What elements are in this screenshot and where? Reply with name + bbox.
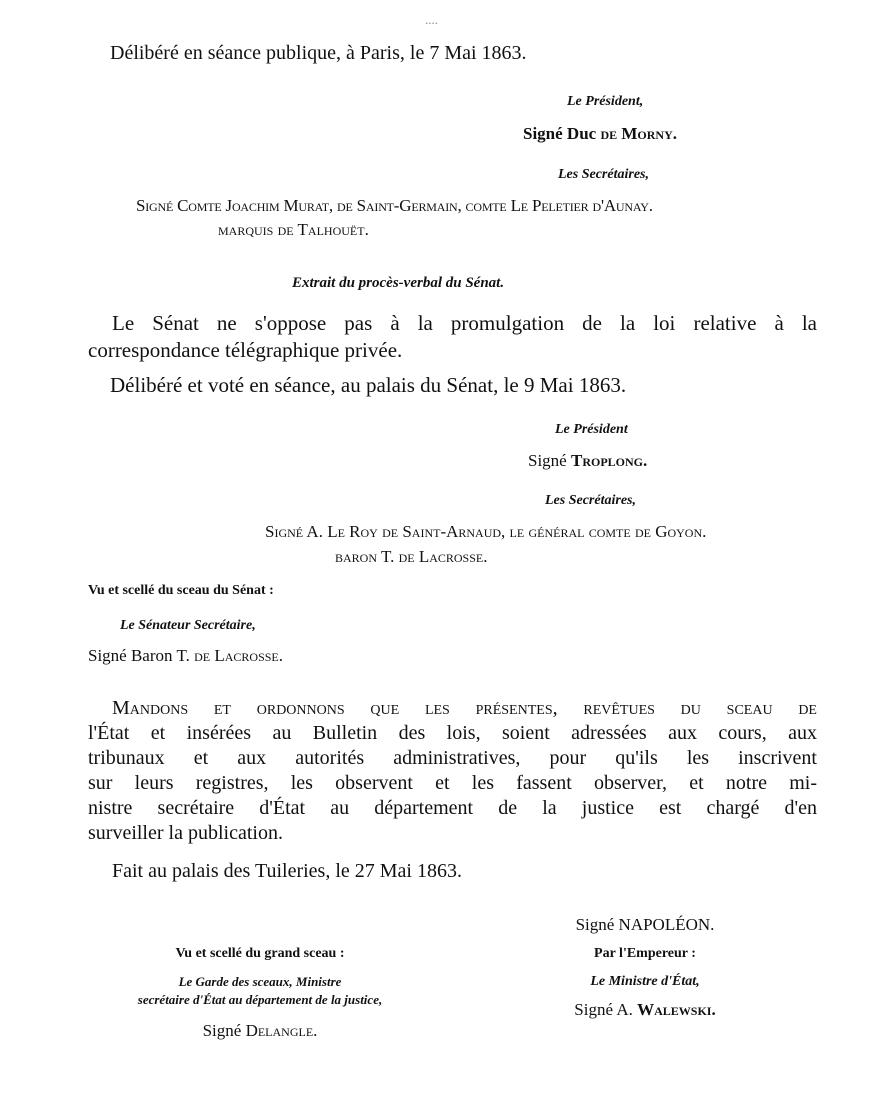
grand-sceau-title: Vu et scellé du grand sceau :	[175, 946, 345, 961]
extract-title: Extrait du procès-verbal du Sénat.	[292, 275, 505, 291]
ministre-d-etat-role: Le Ministre d'État,	[590, 974, 700, 989]
president-signature-2	[528, 451, 647, 471]
seal-senat-sign-name: de Lacrosse.	[194, 646, 283, 665]
president-sign-prefix-2: Signé	[528, 451, 571, 470]
walewski-signature	[545, 1000, 745, 1020]
president-name-2: Troplong.	[570, 451, 648, 470]
garde-des-sceaux-role-line-1: Le Garde des sceaux, Ministre	[178, 974, 342, 989]
fait-au-palais: Fait au palais des Tuileries, le 27 Mai 1863.	[112, 860, 462, 882]
delangle-signature	[90, 1021, 430, 1041]
top-fragment: ....	[425, 12, 438, 27]
secretaries-signature-line-4: baron T. de Lacrosse.	[335, 547, 488, 566]
secretaries-title-1: Les Secrétaires,	[558, 167, 649, 182]
mandons-line-4: sur leurs registres, les observent et les fassent observer, et notre mi-	[88, 772, 817, 794]
mandons-line-2: l'État et insérées au Bulletin des lois, soient adressées aux cours, aux	[88, 722, 817, 744]
secretaries-title-2: Les Secrétaires,	[545, 493, 636, 508]
mandons-line-1	[112, 697, 817, 720]
mandons-line-3: tribunaux et aux autorités administratives, pour qu'ils les inscrivent	[88, 747, 817, 769]
seal-senat-sign-prefix: Signé Baron T.	[88, 646, 195, 665]
mandons-line-5: nistre secrétaire d'État au département de la justice est chargé d'en	[88, 797, 817, 819]
president-name-1: de Morny.	[600, 124, 678, 143]
secretaries-signature-line-1: Signé Comte Joachim Murat, de Saint-Germain, comte Le Peletier d'Aunay.	[136, 196, 653, 215]
secretaries-signature-line-3: Signé A. Le Roy de Saint-Arnaud, le général comte de Goyon.	[265, 522, 707, 541]
secretaries-signature-line-2: marquis de Talhouët.	[218, 220, 369, 239]
president-title-2: Le Président	[555, 422, 628, 437]
par-l-empereur: Par l'Empereur :	[594, 946, 696, 961]
deliberation-senat: Délibéré et voté en séance, au palais du Sénat, le 9 Mai 1863.	[110, 373, 627, 397]
delangle-sign-prefix: Signé	[202, 1021, 246, 1040]
senat-body-line-1: Le Sénat ne s'oppose pas à la promulgation de la loi relative à la	[112, 311, 817, 335]
senat-body-line-2: correspondance télégraphique privée.	[88, 338, 403, 362]
president-sign-prefix-1: Signé Duc	[523, 124, 601, 143]
seal-senat-signature	[88, 646, 283, 666]
garde-des-sceaux-role-line-2: secrétaire d'État au département de la justice,	[137, 992, 383, 1007]
walewski-sign-prefix: Signé A.	[574, 1000, 638, 1019]
seal-senat-title: Vu et scellé du sceau du Sénat :	[88, 583, 274, 598]
walewski-sign-name: Walewski.	[637, 1000, 716, 1019]
president-signature-1	[523, 124, 677, 144]
seal-senat-role: Le Sénateur Secrétaire,	[120, 618, 256, 633]
president-title-1: Le Président,	[567, 94, 644, 109]
napoleon-signature: Signé NAPOLÉON.	[575, 915, 715, 934]
mandons-text: Mandons et ordonnons que les présentes, revêtues du sceau de	[112, 697, 817, 719]
deliberation-corps-legislatif: Délibéré en séance publique, à Paris, le 7 Mai 1863.	[110, 42, 527, 64]
delangle-sign-name: Delangle.	[245, 1021, 318, 1040]
mandons-line-6: surveiller la publication.	[88, 822, 283, 844]
